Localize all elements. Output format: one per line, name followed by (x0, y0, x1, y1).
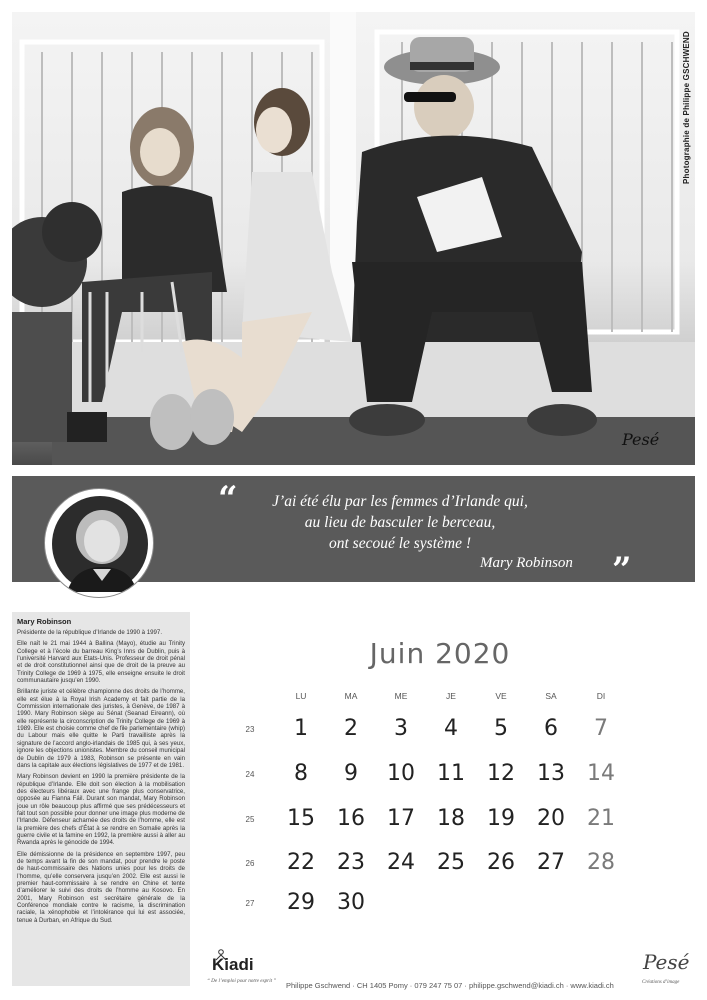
calendar-day: 30 (337, 890, 365, 915)
portrait-illustration (45, 489, 154, 598)
calendar-day: 4 (444, 716, 458, 741)
footer-contact: Philippe Gschwend · CH 1405 Pomy · 079 247 75 07 · philippe.gschwend@kiadi.ch · www.kiadi.ch (286, 981, 614, 990)
calendar-day: 22 (287, 850, 315, 875)
week-number: 25 (245, 815, 255, 824)
calendar-day: 13 (537, 761, 565, 786)
photo-illustration (12, 12, 695, 465)
day-header-0: LU (295, 691, 307, 701)
calendar-day: 16 (337, 806, 365, 831)
calendar-day: 9 (344, 761, 358, 786)
portrait-mary-robinson (44, 488, 154, 598)
day-header-2: ME (394, 691, 408, 701)
calendar-day: 20 (537, 806, 565, 831)
calendar-day: 2 (344, 716, 358, 741)
calendar-day: 21 (587, 806, 615, 831)
calendar-day: 3 (394, 716, 408, 741)
quote-close-mark: ” (612, 550, 632, 590)
biography-panel (12, 612, 190, 986)
calendar-day: 25 (437, 850, 465, 875)
calendar-day: 5 (494, 716, 508, 741)
biography-paragraph: Présidente de la république d’Irlande de 1990 à 1997. (17, 629, 163, 636)
biography-paragraph: Elle démissionne de la présidence en septembre 1997, peu de temps avant la fin de son mandat, pour prendre le poste de haut-commissaire des Nations unies pour les droits de l’homme, qu’elle conservera jusqu’en 2002. Elle est aussi le premier haut-commissaire à se rendre en Chine et tente d’améliorer le suivi des droits de l’homme au Kosovo. En 2001, Mary Robinson est secrétaire générale de la Conférence mondiale contre le racisme, la discrimination raciale, la xénophobie et l’intolérance qui lui est associée, tenue à Durban, en Afrique du Sud. (17, 850, 185, 924)
kiadi-logo: Kiadi (212, 955, 254, 974)
calendar-day: 6 (544, 716, 558, 741)
pese-tagline: Créations d’image (642, 980, 680, 985)
photo-credit: Photographie de Philippe GSCHWEND (682, 31, 691, 184)
calendar-day: 17 (387, 806, 415, 831)
pese-logo: Pesé (643, 950, 690, 974)
calendar-day: 27 (537, 850, 565, 875)
calendar-day: 23 (337, 850, 365, 875)
week-number: 24 (245, 770, 255, 779)
calendar-day: 10 (387, 761, 415, 786)
calendar-day: 14 (587, 761, 615, 786)
quote-author: Mary Robinson (480, 555, 573, 571)
biography-paragraph: Elle naît le 21 mai 1944 à Ballina (Mayo), étudie au Trinity College et à l’école du barreau King’s Inns de Dublin, puis à l’université Harvard aux Etats-Unis. Professeur de droit pénal et de droit constitutionnel ainsi que de droit de la preuve au Trinity College de 1969 à 1975, elle enseigne ensuite le droit communautaire jusqu’en 1990. (17, 640, 185, 685)
week-number: 23 (245, 725, 255, 734)
calendar-day: 19 (487, 806, 515, 831)
calendar-day: 28 (587, 850, 615, 875)
calendar-day: 11 (437, 761, 465, 786)
biography-name: Mary Robinson (17, 617, 72, 626)
calendar-day: 12 (487, 761, 515, 786)
quote-text (230, 491, 570, 554)
kiadi-tagline: “ De l’emploi pour notre esprit ” (207, 978, 277, 984)
day-header-6: DI (596, 691, 606, 701)
calendar-month-title: Juin 2020 (369, 637, 511, 670)
biography-paragraph: Brillante juriste et célèbre championne des droits de l’homme, elle est élue à la Royal Irish Academy et fait partie de la Commission internationale des juristes, à Genève, de 1987 à 1990. Mary Robinson siège au Sénat (Seanad Eireann), où elle représente la circonscription de Trinity College de 1969 à 1989. Elle est choisie comme chef de file parlementaire (whip) du Labour mais elle quitte le Parti travailliste après la signature de l’accord anglo-irlandais de 1985 qui, à ses yeux, ignore les objections unionistes. Membre du conseil municipal de Dublin de 1979 à 1983, Robinson se présente en vain dans la capitale aux élections législatives de 1977 et de 1981. (17, 688, 185, 769)
calendar-day: 29 (287, 890, 315, 915)
photo-signature: Pesé (622, 430, 660, 449)
week-number: 27 (245, 899, 255, 908)
calendar-day: 1 (294, 716, 308, 741)
calendar-day: 18 (437, 806, 465, 831)
quote-line-3: ont secoué le système ! (328, 535, 472, 552)
day-header-3: JE (446, 691, 456, 701)
calendar-day: 15 (287, 806, 315, 831)
quote-line-1: J’ai été élu par les femmes d’Irlande qui, (272, 493, 528, 510)
day-header-5: SA (545, 691, 557, 701)
calendar-day: 8 (294, 761, 308, 786)
calendar-photo (12, 12, 695, 465)
quote-line-2: au lieu de basculer le berceau, (304, 514, 496, 531)
quote-open-mark: “ (218, 479, 238, 519)
week-number: 26 (245, 859, 255, 868)
day-header-4: VE (495, 691, 507, 701)
calendar-day: 26 (487, 850, 515, 875)
biography-paragraph: Mary Robinson devient en 1990 la première présidente de la république d’Irlande. Elle doit son élection à la mobilisation des électeurs libéraux avec une frange plus conservatrice, opposée au Fianna Fáil. Durant son mandat, Mary Robinson joue un rôle beaucoup plus affirmé que ses prédécesseurs et fait tout son possible pour donner une image plus moderne de l’Irlande. Défenseur acharnée des droits de l’homme, elle est la première des chefs d’État à se rendre en Somalie après la guerre civile et la famine en 1992, la première aussi à aller au Rwanda après le génocide de 1994. (17, 773, 185, 847)
day-header-1: MA (344, 691, 358, 701)
calendar-day: 7 (594, 716, 608, 741)
calendar-day: 24 (387, 850, 415, 875)
